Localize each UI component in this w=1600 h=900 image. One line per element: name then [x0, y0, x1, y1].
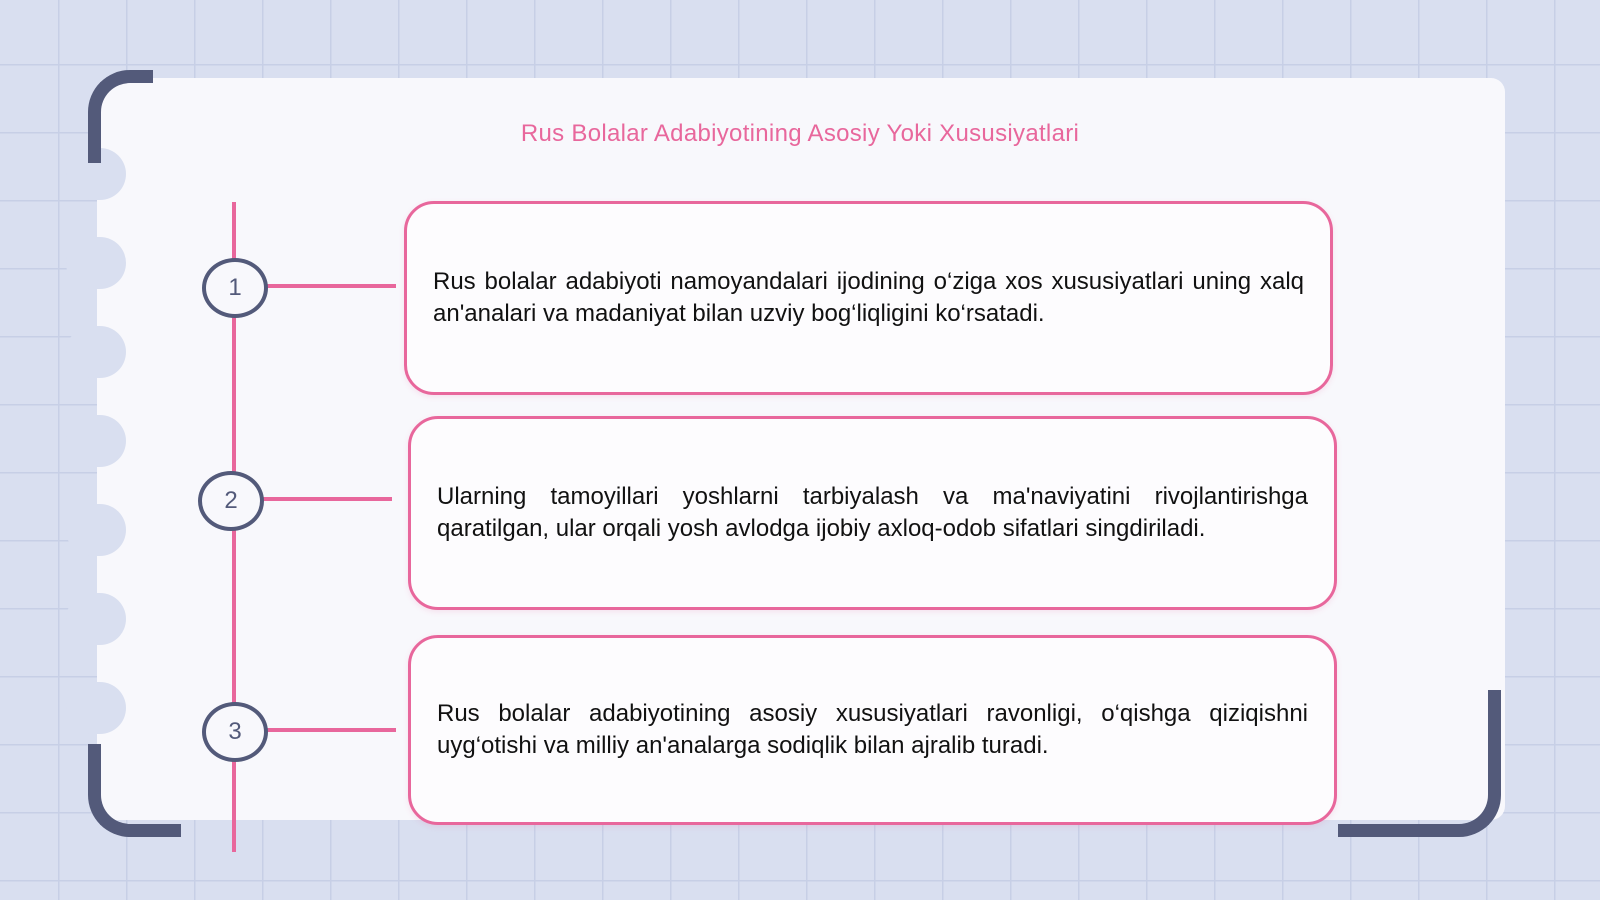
corner-bracket-bottom-right — [1338, 690, 1501, 837]
point-text-3: Rus bolalar adabiyotining asosiy xususiyatlari ravonligi, o‘qishga qiziqishni uyg‘otishi va milliy an'analarga sodiqlik bilan ajralib turadi. — [437, 700, 1308, 759]
step-number-2: 2 — [198, 471, 264, 531]
point-text-2: Ularning tamoyillari yoshlarni tarbiyalash va ma'naviyatini rivojlantirishga qaratilgan, ular orqali yosh avlodga ijobiy axloq-odob sifatlari singdiriladi. — [437, 483, 1308, 542]
binder-notch — [66, 504, 126, 556]
corner-bracket-top-left — [88, 70, 153, 163]
timeline-connector-1 — [266, 284, 396, 288]
slide-title: Rus Bolalar Adabiyotining Asosiy Yoki Xususiyatlari — [520, 120, 1080, 147]
timeline-connector-2 — [262, 497, 392, 501]
corner-bracket-bottom-left — [88, 744, 181, 837]
binder-notch — [66, 682, 126, 734]
binder-notch — [66, 415, 126, 467]
point-card-1 — [404, 201, 1333, 395]
binder-notch — [66, 593, 126, 645]
step-number-3: 3 — [202, 702, 268, 762]
binder-notch — [66, 326, 126, 378]
point-text-1: Rus bolalar adabiyoti namoyandalari ijodining o‘ziga xos xususiyatlari uning xalq an'analari va madaniyat bilan uzviy bog‘liqligini ko‘rsatadi. — [433, 268, 1304, 327]
binder-notch — [66, 237, 126, 289]
step-number-1: 1 — [202, 258, 268, 318]
point-card-3 — [408, 635, 1337, 825]
timeline-connector-3 — [266, 728, 396, 732]
point-card-2 — [408, 416, 1337, 610]
